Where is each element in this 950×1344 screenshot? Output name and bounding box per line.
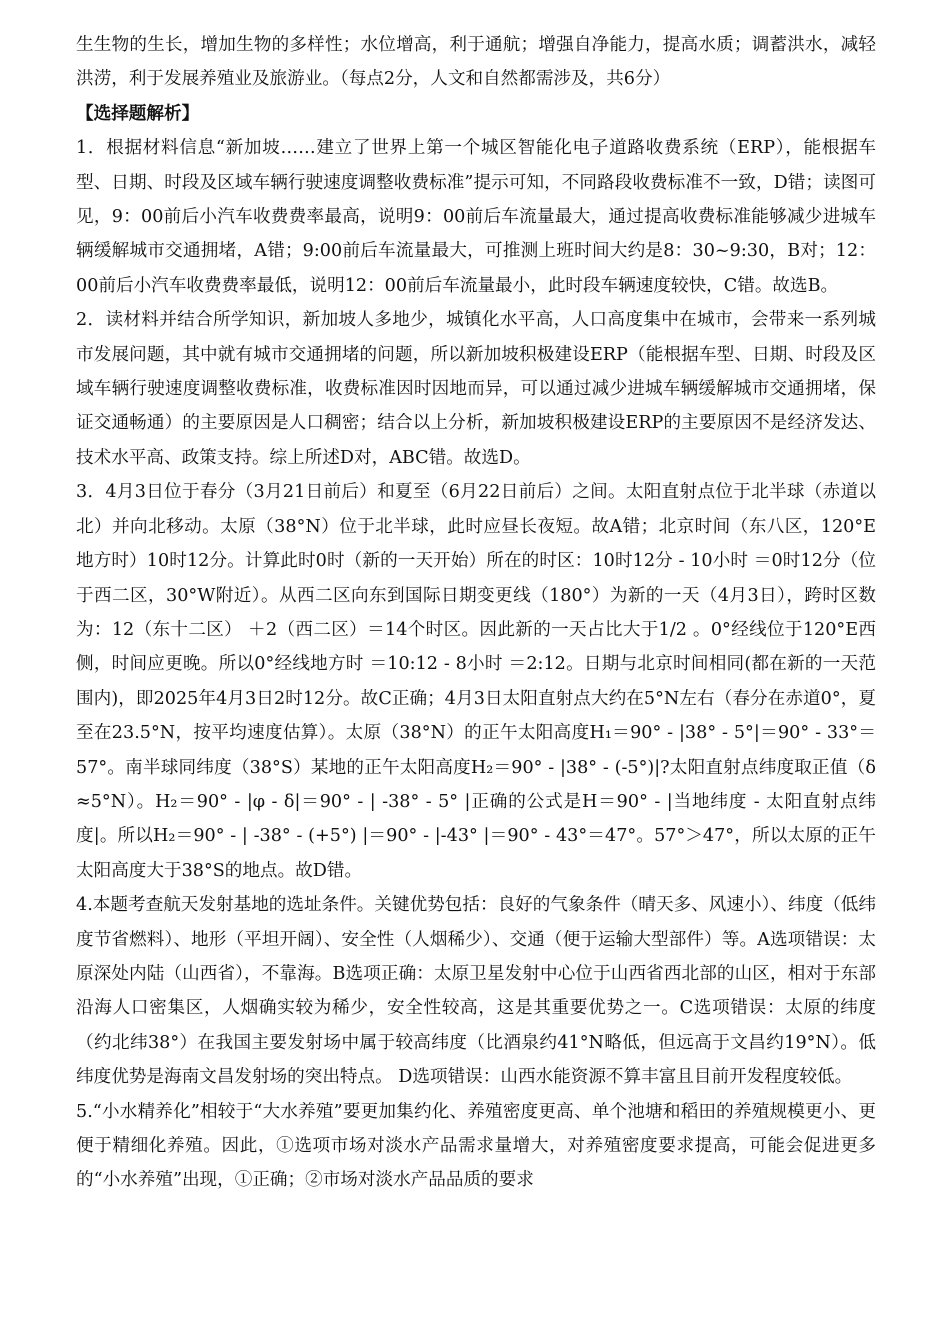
answer-paragraph-1: 1．根据材料信息“新加坡……建立了世界上第一个城区智能化电子道路收费系统（ERP），能根据车型、日期、时段及区域车辆行驶速度调整收费标准”提示可知，不同路段收费标准不一致，D错；读图可见，9：00前后小汽车收费费率最高，说明9：00前后车流量最大，通过提高收费标准能够减少进城车辆缓解城市交通拥堵，A错；9:00前后车流量最大，可推测上班时间大约是8：30~9:30，B对；12：00前后小汽车收费费率最低，说明12：00前后车流量最小，此时段车辆速度较快，C错。故选B。 (76, 138, 876, 296)
intro-paragraph: 生生物的生长，增加生物的多样性；水位增高，利于通航；增强自净能力，提高水质；调蓄洪水，减轻洪涝，利于发展养殖业及旅游业。（每点2分，人文和自然都需涉及，共6分） (76, 35, 876, 90)
answer-paragraph-2: 2．读材料并结合所学知识，新加坡人多地少，城镇化水平高，人口高度集中在城市，会带来一系列城市发展问题，其中就有城市交通拥堵的问题，所以新加坡积极建设ERP（能根据车型、日期、时段及区域车辆行驶速度调整收费标准，收费标准因时因地而异，可以通过减少进城车辆缓解城市交通拥堵，保证交通畅通）的主要原因是人口稠密；结合以上分析，新加坡积极建设ERP的主要原因不是经济发达、技术水平高、政策支持。综上所述D对，ABC错。故选D。 (76, 310, 876, 468)
document-page (76, 28, 876, 1198)
answer-paragraph-3: 3．4月3日位于春分（3月21日前后）和夏至（6月22日前后）之间。太阳直射点位于北半球（赤道以北）并向北移动。太原（38°N）位于北半球，此时应昼长夜短。故A错；北京时间（东八区，120°E地方时）10时12分。计算此时0时（新的一天开始）所在的时区：10时12分 - 10小时 ＝0时12分（位于西二区，30°W附近）。从西二区向东到国际日期变更线（180°）为新的一天（4月3日），跨时区数为：12（东十二区） ＋2（西二区）＝14个时区。因此新的一天占比大于1/2 。0°经线位于120°E西侧，时间应更晚。所以0°经线地方时 ＝10:12 - 8小时 ＝2:12。日期与北京时间相同(都在新的一天范围内)，即2025年4月3日2时12分。故C正确；4月3日太阳直射点大约在5°N左右（春分在赤道0°，夏至在23.5°N，按平均速度估算）。太原（38°N）的正午太阳高度H₁＝90° - |38° - 5°|＝90° - 33°＝57°。南半球同纬度（38°S）某地的正午太阳高度H₂＝90° - |38° - (-5°)|?太阳直射点纬度取正值（δ≈5°N）。H₂＝90° - |φ - δ|＝90° - | -38° - 5° |正确的公式是H＝90° - |当地纬度 - 太阳直射点纬度|。所以H₂＝90° - | -38° - (+5°) |＝90° - |-43° |＝90° - 43°＝47°。57°＞47°，所以太原的正午太阳高度大于38°S的地点。故D错。 (76, 482, 876, 881)
answer-paragraph-5: 5.“小水精养化”相较于“大水养殖”要更加集约化、养殖密度更高、单个池塘和稻田的养殖规模更小、更便于精细化养殖。因此，①选项市场对淡水产品需求量增大，对养殖密度要求提高，可能会促进更多的“小水养殖”出现，①正确；②市场对淡水产品品质的要求 (76, 1101, 876, 1191)
section-heading: 【选择题解析】 (76, 102, 200, 124)
answer-paragraph-4: 4.本题考查航天发射基地的选址条件。关键优势包括：良好的气象条件（晴天多、风速小）、纬度（低纬度节省燃料）、地形（平坦开阔）、安全性（人烟稀少）、交通（便于运输大型部件）等。A选项错误：太原深处内陆（山西省），不靠海。B选项正确：太原卫星发射中心位于山西省西北部的山区，相对于东部沿海人口密集区，人烟确实较为稀少，安全性较高，这是其重要优势之一。C选项错误：太原的纬度（约北纬38°）在我国主要发射场中属于较高纬度（比酒泉约41°N略低，但远高于文昌约19°N）。低纬度优势是海南文昌发射场的突出特点。 D选项错误：山西水能资源不算丰富且目前开发程度较低。 (76, 895, 876, 1088)
